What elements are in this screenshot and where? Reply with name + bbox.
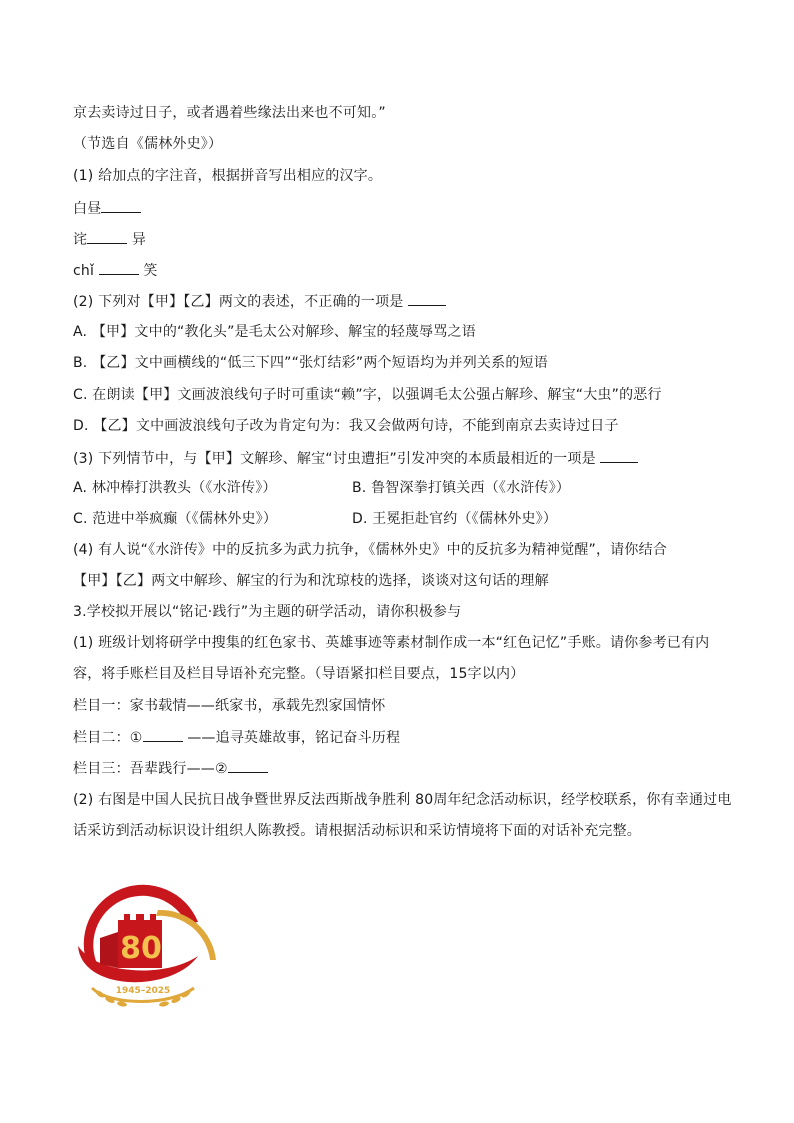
option-c: C. 范进中举疯癫（《儒林外史》） — [73, 511, 278, 527]
answer-blank[interactable] — [600, 448, 638, 463]
option-c: C. 在朗读【甲】文画波浪线句子时可重读“赖”字，以强调毛太公强占解珍、解宝“大虫”的恶行 — [73, 387, 662, 403]
answer-blank[interactable] — [101, 198, 141, 213]
question-text: (3) 下列情节中，与【甲】文解珍、解宝“讨虫遭拒”引发冲突的本质最相近的一项是 — [73, 451, 596, 467]
item-label: 诧 — [73, 232, 88, 248]
option-d: D. 【乙】文中画波浪线句子改为肯定句为：我又会做两句诗，不能到南京去卖诗过日子 — [73, 418, 619, 434]
option-b: B. 【乙】文中画横线的“低三下四”“张灯结彩”两个短语均为并列关系的短语 — [73, 355, 548, 371]
column-label: 栏目二：① — [73, 730, 143, 746]
question-4: (4) 有人说“《水浒传》中的反抗多为武力抗争，《儒林外史》中的反抗多为精神觉醒”，请你结合 — [73, 542, 667, 558]
question-3 — [73, 448, 638, 469]
options-row-2 — [73, 509, 723, 529]
section-3-q1-cont: 容，将手账栏目及栏目导语补充完整。（导语紧扣栏目要点，15字以内） — [73, 666, 525, 682]
column-label: 栏目三：吾辈践行——② — [73, 761, 228, 777]
section-3-q2: (2) 右图是中国人民抗日战争暨世界反法西斯战争胜利 80周年纪念活动标识，经学校联系，你有幸通过电 — [73, 792, 732, 808]
question-1: (1) 给加点的字注音，根据拼音写出相应的汉字。 — [73, 168, 383, 184]
answer-blank[interactable] — [143, 727, 183, 742]
pinyin-label: chǐ — [73, 263, 95, 279]
item-chayi — [73, 229, 146, 250]
answer-blank[interactable] — [87, 229, 127, 244]
answer-blank[interactable] — [228, 758, 268, 773]
text-line: 京去卖诗过日子，或者遇着些缘法出来也不可知。” — [73, 105, 386, 121]
item-label-suffix: 笑 — [143, 263, 158, 279]
option-b: B. 鲁智深拳打镇关西（《水浒传》） — [352, 480, 571, 496]
anniversary-number: 80 — [120, 931, 162, 966]
item-chixiao — [73, 260, 158, 281]
column-intro: ——追寻英雄故事，铭记奋斗历程 — [187, 730, 401, 746]
item-label: 白昼 — [73, 201, 102, 217]
wall-segment-icon — [100, 932, 118, 968]
answer-blank[interactable] — [99, 260, 139, 275]
gold-arc — [156, 910, 216, 960]
answer-blank[interactable] — [408, 291, 446, 306]
section-3-q2-cont: 话采访到活动标识设计组织人陈教授。请根据活动标识和采访情境将下面的对话补充完整。 — [73, 823, 641, 839]
options-row-1 — [73, 478, 723, 498]
option-a: A. 林冲棒打洪教头（《水浒传》） — [73, 480, 277, 496]
section-3-q1: (1) 班级计划将研学中搜集的红色家书、英雄事迹等素材制作成一本“红色记忆”手账。请你参考已有内 — [73, 635, 710, 651]
anniversary-logo — [70, 880, 220, 1020]
option-d: D. 王冕拒赴官约（《儒林外史》） — [352, 511, 558, 527]
column-1: 栏目一：家书载情——纸家书，承载先烈家国情怀 — [73, 698, 386, 714]
source-note: （节选自《儒林外史》） — [73, 136, 223, 152]
column-3 — [73, 758, 268, 779]
question-text: (2) 下列对【甲】【乙】两文的表述，不正确的一项是 — [73, 294, 404, 310]
years-label: 1945–2025 — [115, 986, 171, 996]
item-baizhou — [73, 198, 141, 219]
section-3-title: 3.学校拟开展以“铭记·践行”为主题的研学活动，请你积极参与 — [73, 604, 462, 620]
option-a: A. 【甲】文中的“教化头”是毛太公对解珍、解宝的轻蔑辱骂之语 — [73, 324, 476, 340]
item-label-suffix: 异 — [131, 232, 147, 248]
question-4-cont: 【甲】【乙】两文中解珍、解宝的行为和沈琼枝的选择，谈谈对这句话的理解 — [73, 573, 549, 589]
column-2 — [73, 727, 400, 748]
question-2 — [73, 291, 446, 312]
